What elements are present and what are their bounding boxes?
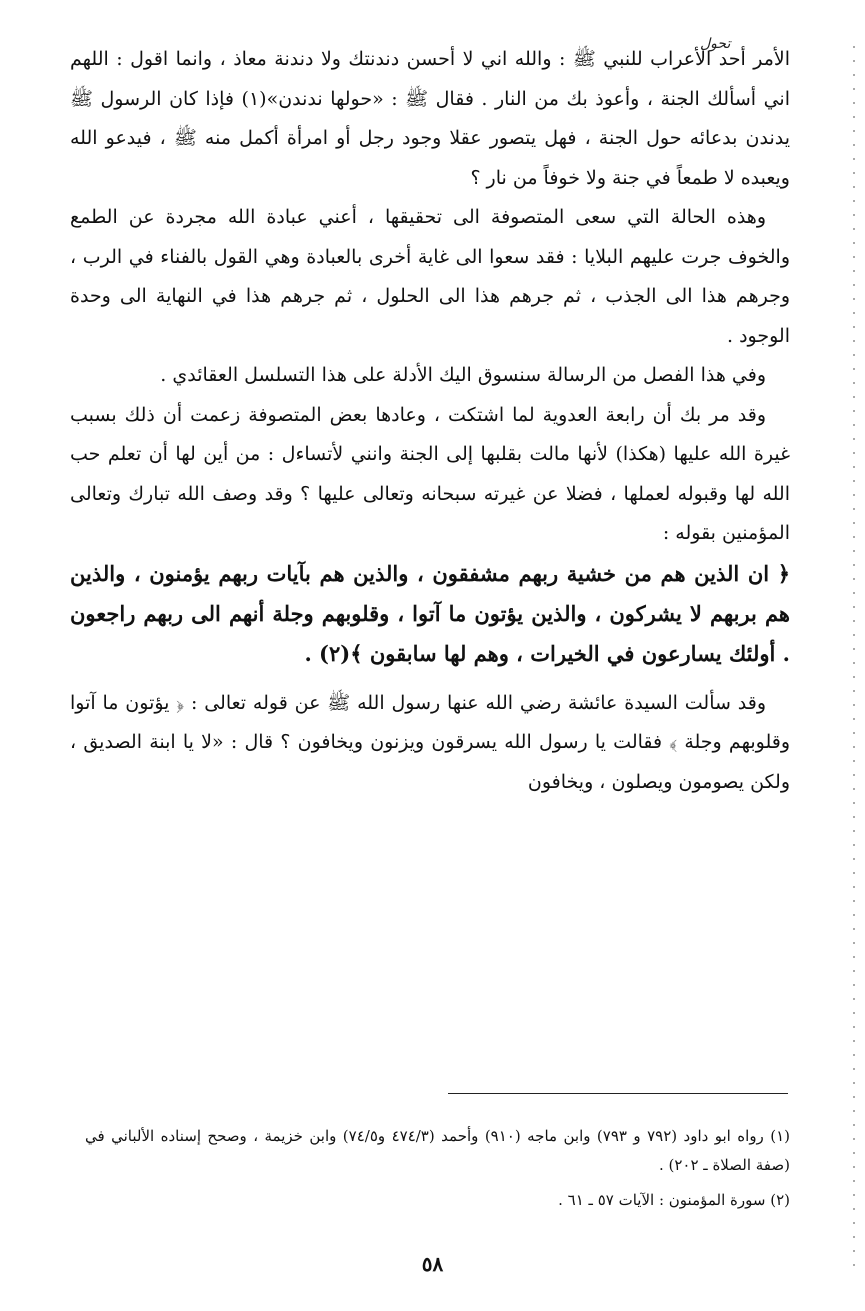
footnote-1: (١) رواه ابو داود (٧٩٢ و ٧٩٣) وابن ماجه (٩١٠) وأحمد (٤٧٤/٣ و٧٤/٥) وابن خزيمة ، وصحح إسناده الألباني في (صفة الصلاة ـ ٢٠٢) . (85, 1127, 791, 1174)
paragraph-1: الأمر أحد الأعراب للنبي ﷺ : والله اني لا أحسن دندنتك ولا دندنة معاذ ، وانما اقول : اللهم اني أسألك الجنة ، وأعوذ بك من النار . فقال ﷺ : «حولها ندندن»(١) فإذا كان الرسول ﷺ يدندن بدعائه حول الجنة ، فهل يتصور عقلا وجود رجل أو امرأة أكمل منه ﷺ ، فيدعو الله ويعبده لا طمعاً في جنة ولا خوفاً من نار ؟ (70, 48, 790, 189)
paragraph-4: وقد مر بك أن رابعة العدوية لما اشتكت ، وعادها بعض المتصوفة زعمت أن ذلك بسبب غيرة الله عليها (هكذا) لأنها مالت بقلبها إلى الجنة وانني لأتساءل : من أين لها أن تعلم حب الله لها وقبوله لعملها ، فضلا عن غيرته سبحانه وتعالى عليها ؟ وقد وصف الله تبارك وتعالى المؤمنين بقوله : (70, 403, 791, 544)
page-number: ٥٨ (421, 1252, 444, 1276)
main-text (70, 40, 790, 802)
scan-edge-dots (853, 40, 855, 1270)
handwritten-margin-note: تحول (700, 36, 731, 52)
quran-quote: ﴿ ان الذين هم من خشية ربهم مشفقون ، والذين هم بآيات ربهم يؤمنون ، والذين هم بربهم لا يشركون ، والذين يؤتون ما آتوا ، وقلوبهم وجلة أنهم الى ربهم راجعون . أولئك يسارعون في الخيرات ، وهم لها سابقون ﴾(٢) . (70, 560, 790, 666)
paragraph-5: وقد سألت السيدة عائشة رضي الله عنها رسول الله ﷺ عن قوله تعالى : ﴿ يؤتون ما آتوا وقلوبهم وجلة ﴾ فقالت يا رسول الله يسرقون ويزنون ويخافون ؟ قال : «لا يا ابنة الصديق ، ولكن يصومون ويصلون ، ويخافون (70, 691, 790, 793)
footnote-2: (٢) سورة المؤمنون : الآيات ٥٧ ـ ٦١ . (558, 1191, 790, 1209)
paragraph-2: وهذه الحالة التي سعى المتصوفة الى تحقيقها ، أعني عبادة الله مجردة عن الطمع والخوف جرت عليهم البلايا : فقد سعوا الى غاية أخرى بالعبادة وهي القول بالفناء في الرب ، وجرهم هذا الى الجذب ، ثم جرهم هذا الى الحلول ، ثم جرهم هذا في النهاية الى وحدة الوجود . (70, 206, 790, 347)
paragraph-3: وفي هذا الفصل من الرسالة سنسوق اليك الأدلة على هذا التسلسل العقائدي . (160, 364, 766, 386)
footnotes (85, 1122, 790, 1221)
footnote-divider (448, 1093, 788, 1094)
